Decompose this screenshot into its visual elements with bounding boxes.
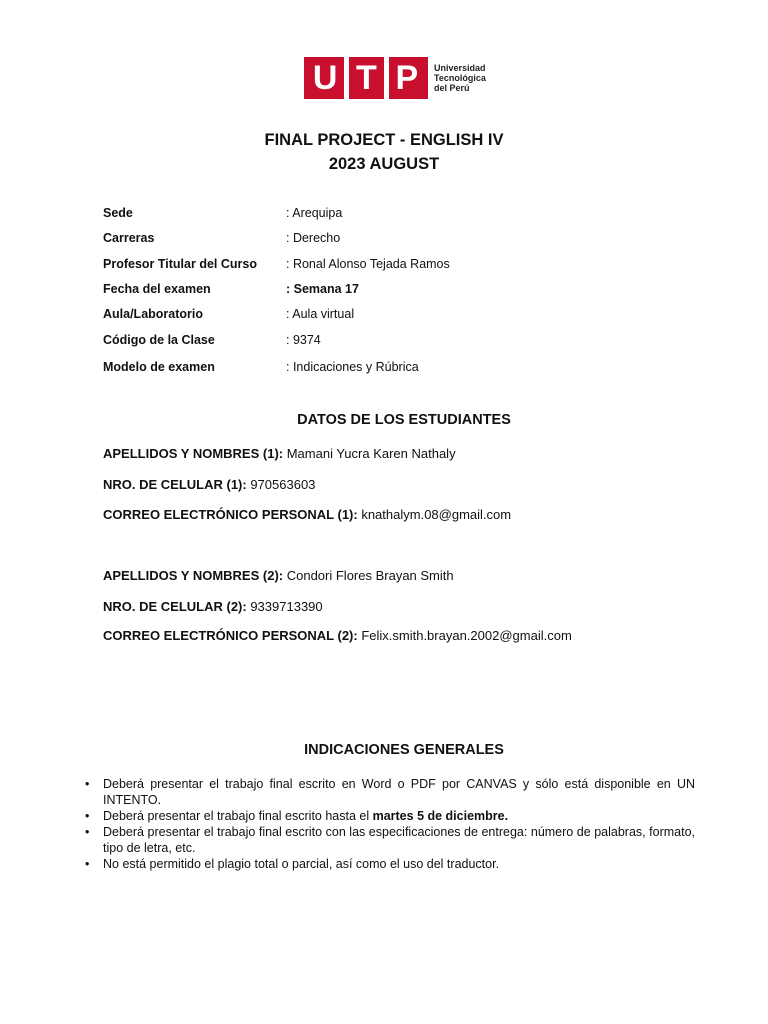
list-item: • Deberá presentar el trabajo final escrito hasta el martes 5 de diciembre. bbox=[85, 809, 509, 823]
bullet-icon: • bbox=[85, 809, 90, 823]
info-row-codigo bbox=[103, 333, 321, 347]
list-item: • Deberá presentar el trabajo final escrito en Word o PDF por CANVAS y sólo está disponible en UN INTENTO. bbox=[85, 777, 695, 807]
document-subtitle: 2023 AUGUST bbox=[328, 155, 440, 173]
logo-separator bbox=[344, 57, 349, 99]
info-value: : Indicaciones y Rúbrica bbox=[286, 360, 419, 374]
info-value: : Arequipa bbox=[286, 206, 343, 220]
indications-list bbox=[85, 776, 695, 872]
bullet-icon: • bbox=[85, 825, 90, 839]
info-row-carreras bbox=[103, 231, 340, 245]
student-1-name: APELLIDOS Y NOMBRES (1): Mamani Yucra Karen Nathaly bbox=[103, 446, 456, 461]
info-label: Código de la Clase bbox=[103, 333, 215, 347]
info-value: : Semana 17 bbox=[286, 282, 359, 296]
info-label: Carreras bbox=[103, 231, 155, 245]
student-1-phone: NRO. DE CELULAR (1): 970563603 bbox=[103, 477, 316, 492]
info-label: Profesor Titular del Curso bbox=[103, 257, 257, 271]
logo-letter-p: P bbox=[395, 58, 420, 97]
student-2-email: CORREO ELECTRÓNICO PERSONAL (2): Felix.smith.brayan.2002@gmail.com bbox=[103, 628, 572, 643]
info-label: Sede bbox=[103, 206, 133, 220]
student-2-phone: NRO. DE CELULAR (2): 9339713390 bbox=[103, 599, 323, 614]
indications-heading: INDICACIONES GENERALES bbox=[304, 742, 504, 758]
logo-letter-t: T bbox=[356, 58, 378, 97]
document-title: FINAL PROJECT - ENGLISH IV bbox=[264, 131, 504, 149]
logo-letter-u: U bbox=[312, 58, 339, 97]
info-label: Fecha del examen bbox=[103, 282, 211, 296]
info-value: : Ronal Alonso Tejada Ramos bbox=[286, 257, 450, 271]
info-value: : 9374 bbox=[286, 333, 321, 347]
utp-logo bbox=[304, 57, 486, 99]
info-value: : Aula virtual bbox=[286, 307, 355, 321]
students-heading: DATOS DE LOS ESTUDIANTES bbox=[297, 412, 511, 428]
info-label: Aula/Laboratorio bbox=[103, 307, 204, 321]
logo-mark bbox=[304, 57, 428, 99]
bullet-icon: • bbox=[85, 857, 90, 871]
info-row-profesor bbox=[103, 257, 450, 271]
list-item: • Deberá presentar el trabajo final escrito con las especificaciones de entrega: número de palabras, formato, tipo de letra, etc. bbox=[85, 825, 695, 855]
info-row-modelo bbox=[103, 360, 419, 374]
info-value: : Derecho bbox=[286, 231, 341, 245]
info-label: Modelo de examen bbox=[103, 360, 215, 374]
list-item: • No está permitido el plagio total o parcial, así como el uso del traductor. bbox=[85, 857, 500, 871]
logo-separator bbox=[384, 57, 389, 99]
info-row-aula bbox=[103, 307, 354, 321]
student-2-name: APELLIDOS Y NOMBRES (2): Condori Flores Brayan Smith bbox=[103, 568, 454, 583]
student-1-email: CORREO ELECTRÓNICO PERSONAL (1): knathalym.08@gmail.com bbox=[103, 507, 512, 522]
bullet-icon: • bbox=[85, 777, 90, 791]
info-row-fecha bbox=[103, 282, 359, 296]
logo-wordmark: Universidad Tecnológica del Perú bbox=[434, 63, 486, 93]
info-row-sede bbox=[103, 206, 342, 220]
